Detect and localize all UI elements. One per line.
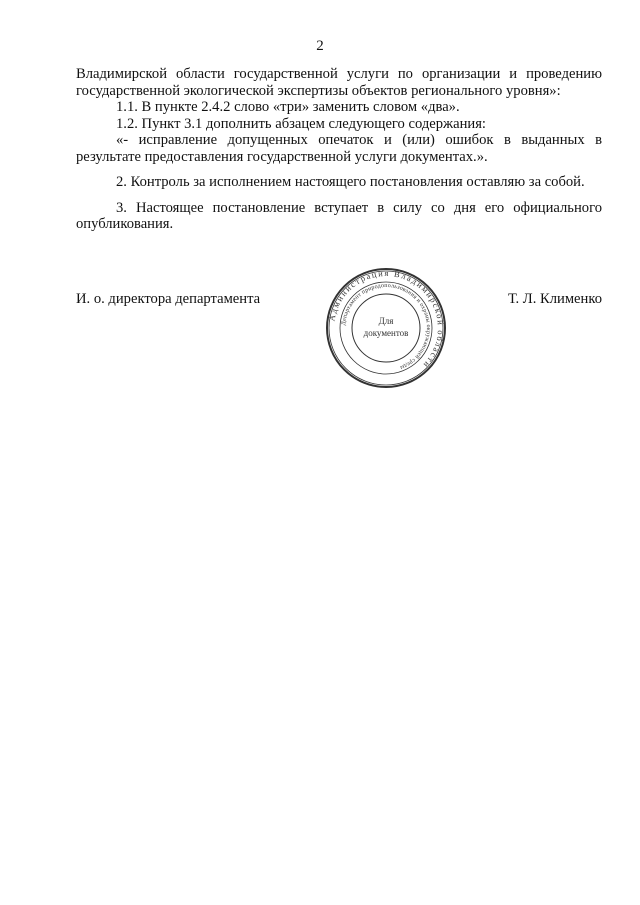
official-seal xyxy=(324,266,448,390)
paragraph-1-2: 1.2. Пункт 3.1 дополнить абзацем следующего содержания: xyxy=(116,115,486,132)
seal-inner-text xyxy=(341,283,431,370)
seal-center-line1: Для xyxy=(378,316,394,326)
page-number: 2 xyxy=(316,38,324,54)
paragraph-intro: Владимирской области государственной услуги по организации и проведению государственной экологической экспертизы объектов регионального уровня»: xyxy=(76,66,602,99)
signature-title: И. о. директора департамента xyxy=(76,291,261,307)
seal-center-line2: документов xyxy=(363,328,409,338)
seal-outer-textpath: Администрация Владимирской области xyxy=(326,267,447,372)
paragraph-1-1: 1.1. В пункте 2.4.2 слово «три» заменить словом «два». xyxy=(116,99,460,115)
paragraph-2: 2. Контроль за исполнением настоящего постановления оставляю за собой. xyxy=(116,174,585,190)
paragraph-3: 3. Настоящее постановление вступает в силу со дня его официального опубликования. xyxy=(76,199,602,232)
seal-inner-textpath: Департамент природопользования и охраны окружающей среды xyxy=(341,282,432,371)
paragraph-quote: «- исправление допущенных опечаток и (или) ошибок в выданных в результате предоставления государственной услуги документах.». xyxy=(76,132,602,165)
signature-name: Т. Л. Клименко xyxy=(508,291,602,307)
document-body xyxy=(76,66,602,233)
